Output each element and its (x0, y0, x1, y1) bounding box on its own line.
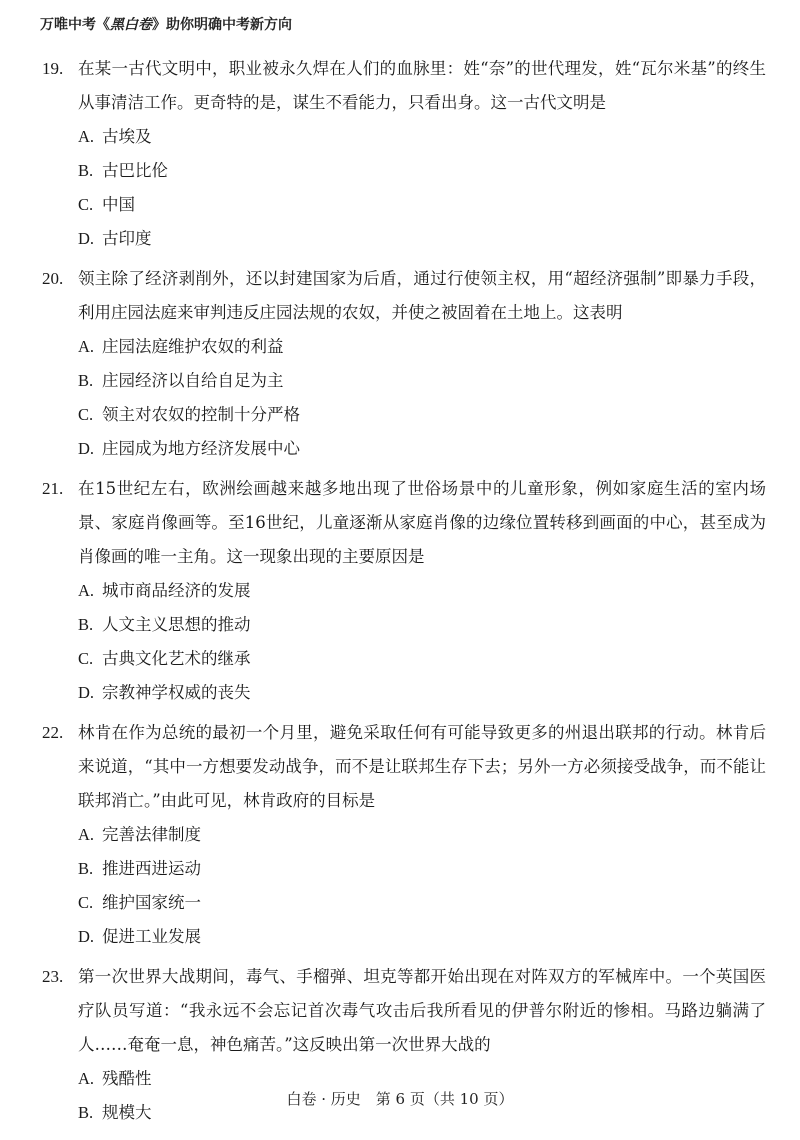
option-c[interactable] (0, 398, 800, 432)
option-letter: D. (78, 229, 95, 248)
option-letter: C. (78, 649, 94, 668)
option-c[interactable] (0, 188, 800, 222)
question-text: 领主除了经济剥削外，还以封建国家为后盾，通过行使领主权，用“超经济强制”即暴力手段，利用庄园法庭来审判违反庄园法规的农奴，并使之被固着在土地上。这表明 (78, 269, 766, 322)
option-letter: B. (78, 161, 94, 180)
option-text: 古巴比伦 (102, 161, 168, 180)
question-text: 第一次世界大战期间，毒气、手榴弹、坦克等都开始出现在对阵双方的军械库中。一个英国医疗队员写道：“我永远不会忘记首次毒气攻击后我所看见的伊普尔附近的惨相。马路边躺满了人……奄奄一息，神色痛苦。”这反映出第一次世界大战的 (78, 967, 766, 1054)
option-d[interactable] (0, 676, 800, 710)
option-text: 宗教神学权威的丧失 (102, 683, 251, 702)
option-a[interactable] (0, 120, 800, 154)
question-number: 20. (42, 269, 64, 288)
option-a[interactable] (0, 330, 800, 364)
option-c[interactable] (0, 642, 800, 676)
header-suffix: 》助你明确中考新方向 (152, 17, 292, 33)
question-stem (0, 262, 800, 330)
option-text: 维护国家统一 (102, 893, 201, 912)
question-stem (0, 52, 800, 120)
option-text: 残酷性 (102, 1069, 152, 1088)
option-b[interactable] (0, 364, 800, 398)
option-text: 规模大 (102, 1103, 152, 1122)
option-b[interactable] (0, 852, 800, 886)
question-number: 23. (42, 967, 64, 986)
question-stem (0, 472, 800, 574)
option-d[interactable] (0, 432, 800, 466)
option-b[interactable] (0, 608, 800, 642)
option-text: 古印度 (102, 229, 152, 248)
question-number: 22. (42, 723, 64, 742)
option-text: 庄园成为地方经济发展中心 (102, 439, 300, 458)
page-header (40, 14, 292, 34)
page-footer: 白卷 · 历史 第 6 页（共 10 页） (286, 1090, 514, 1108)
option-text: 古埃及 (102, 127, 152, 146)
question-stem (0, 960, 800, 1062)
option-letter: B. (78, 615, 94, 634)
option-text: 中国 (102, 195, 135, 214)
option-b[interactable] (0, 154, 800, 188)
question-list (0, 52, 800, 1136)
option-text: 庄园法庭维护农奴的利益 (102, 337, 284, 356)
option-letter: A. (78, 1069, 95, 1088)
option-text: 人文主义思想的推动 (102, 615, 251, 634)
question-stem (0, 716, 800, 818)
option-text: 庄园经济以自给自足为主 (102, 371, 284, 390)
option-letter: A. (78, 825, 95, 844)
option-text: 城市商品经济的发展 (102, 581, 251, 600)
option-text: 推进西进运动 (102, 859, 201, 878)
question-text: 林肯在作为总统的最初一个月里，避免采取任何有可能导致更多的州退出联邦的行动。林肯后来说道，“其中一方想要发动战争，而不是让联邦生存下去；另外一方必须接受战争，而不能让联邦消亡。”由此可见，林肯政府的目标是 (78, 723, 766, 810)
question-number: 21. (42, 479, 64, 498)
header-prefix: 万唯中考《 (40, 17, 110, 33)
option-letter: B. (78, 1103, 94, 1122)
option-d[interactable] (0, 920, 800, 954)
option-letter: A. (78, 337, 95, 356)
question-20 (0, 262, 800, 466)
option-letter: B. (78, 859, 94, 878)
option-text: 完善法律制度 (102, 825, 201, 844)
option-letter: D. (78, 927, 95, 946)
option-text: 领主对农奴的控制十分严格 (102, 405, 300, 424)
question-number: 19. (42, 59, 64, 78)
option-letter: D. (78, 683, 95, 702)
option-letter: D. (78, 439, 95, 458)
question-22 (0, 716, 800, 954)
option-a[interactable] (0, 574, 800, 608)
question-text: 在某一古代文明中，职业被永久焊在人们的血脉里：姓“奈”的世代理发，姓“瓦尔米基”的终生从事清洁工作。更奇特的是，谋生不看能力，只看出身。这一古代文明是 (78, 59, 766, 112)
question-19 (0, 52, 800, 256)
option-letter: C. (78, 893, 94, 912)
option-letter: A. (78, 581, 95, 600)
question-21 (0, 472, 800, 710)
option-letter: B. (78, 371, 94, 390)
option-c[interactable] (0, 886, 800, 920)
option-letter: A. (78, 127, 95, 146)
option-a[interactable] (0, 818, 800, 852)
option-letter: C. (78, 195, 94, 214)
option-text: 促进工业发展 (102, 927, 201, 946)
option-letter: C. (78, 405, 94, 424)
header-brand: 黑白卷 (110, 17, 152, 33)
option-d[interactable] (0, 222, 800, 256)
question-text: 在15世纪左右，欧洲绘画越来越多地出现了世俗场景中的儿童形象，例如家庭生活的室内场景、家庭肖像画等。至16世纪，儿童逐渐从家庭肖像的边缘位置转移到画面的中心，甚至成为肖像画的唯一主角。这一现象出现的主要原因是 (78, 479, 766, 566)
option-text: 古典文化艺术的继承 (102, 649, 251, 668)
